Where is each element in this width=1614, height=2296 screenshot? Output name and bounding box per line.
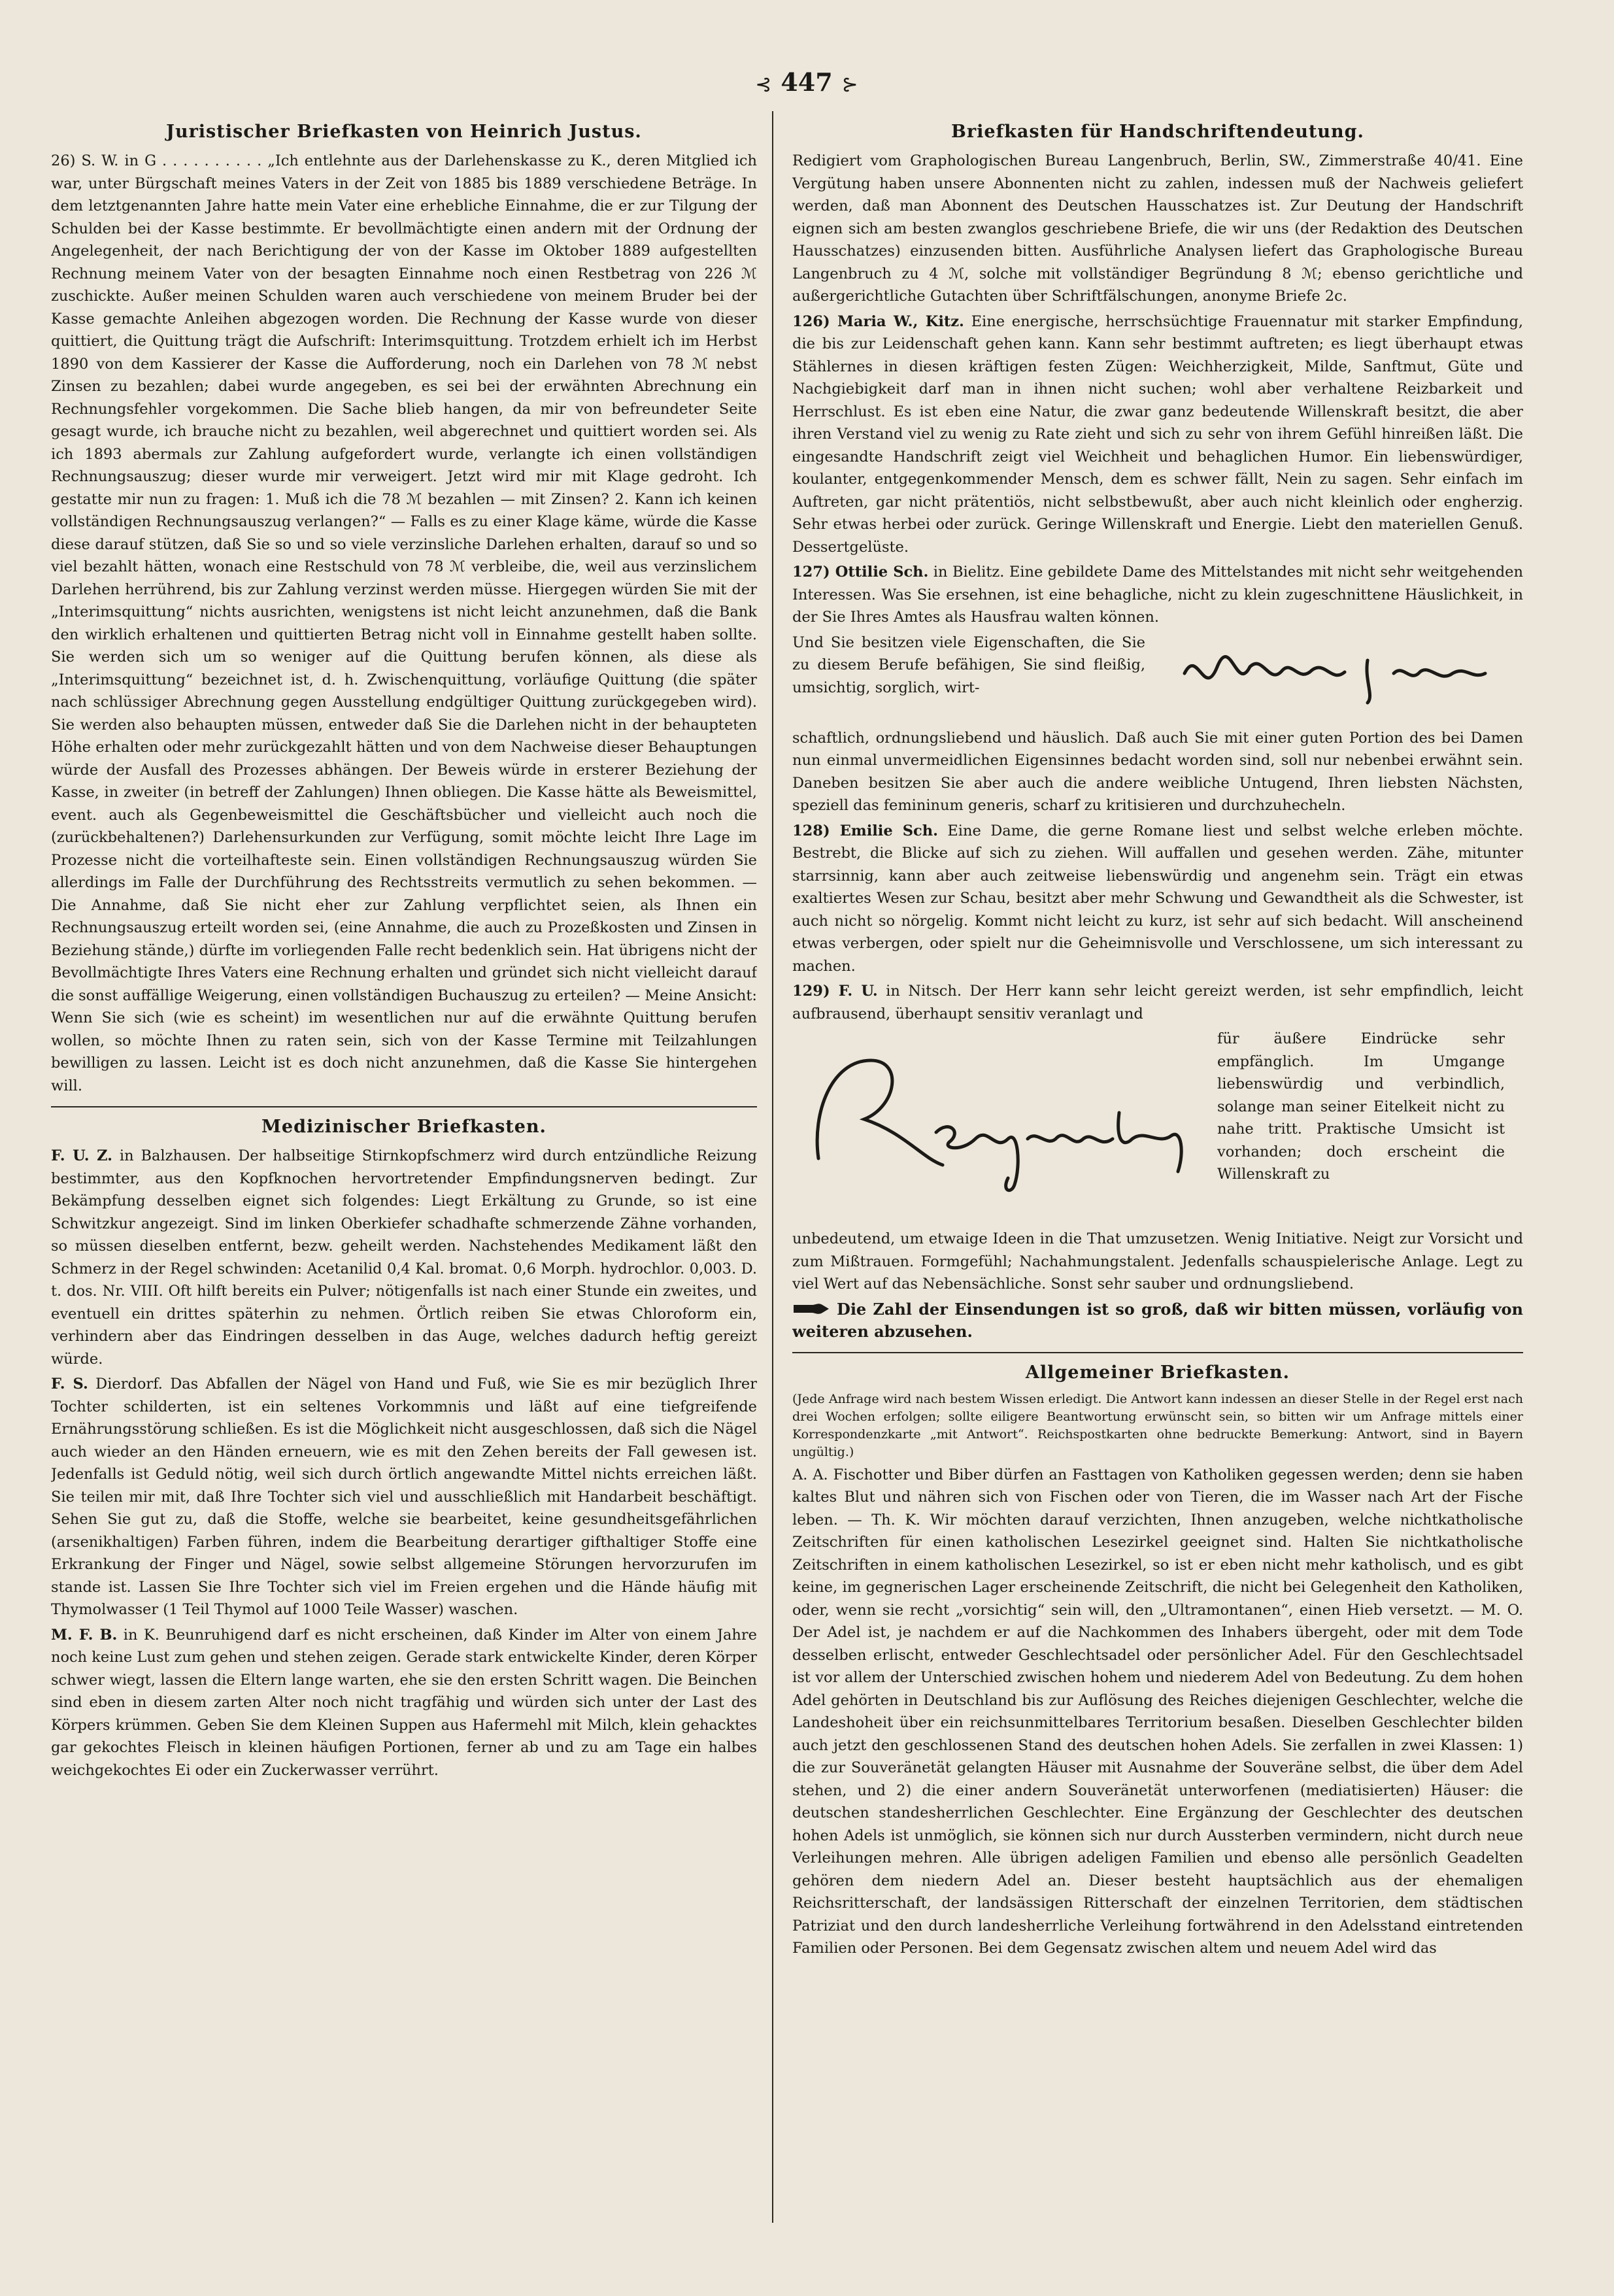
- entry-name: F. S.: [51, 1376, 88, 1393]
- section-divider: [792, 1352, 1523, 1353]
- entry-text: Dierdorf. Das Abfallen der Nägel von Hand und Fuß, wie Sie es mir bezüglich Ihrer Tochter schilderten, ist ein seltenes Vorkommnis und läßt auf eine tiefgreifende Ernährungsstörung schließen. Es ist die Möglichkeit nicht ausgeschlossen, daß sich die Nägel auch wieder an den Händen erneuern, wie es mit den Zehen bereits der Fall gewesen ist. Jedenfalls ist Geduld nötig, weil sich durch örtlich angewandte Mittel nichts erreichen läßt. Sie teilen mir mit, daß Ihre Tochter sich viel und ausschließlich mit Handarbeit beschäftigt. Sehen Sie gut zu, daß die Stoffe, welche sie bearbeitet, keine gesundheitsgefährlichen (arsenikhaltigen) Farben führen, indem die Bearbeitung derartiger gifthaltiger Stoffe eine Erkrankung der Finger und Nägel, sowie selbst allgemeine Störungen hervorzurufen im stande ist. Lassen Sie Ihre Tochter sich viel im Freien ergehen und die Hände häufig mit Thymolwasser (1 Teil Thymol auf 1000 Teile Wasser) waschen.: [51, 1376, 757, 1618]
- signature-text: Wunsch, die: [1310, 703, 1360, 713]
- notice-text: Die Zahl der Einsendungen ist so groß, daß wir bitten müssen, vorläufig von weiteren abzusehen.: [792, 1299, 1523, 1341]
- entry-name: 129) F. U.: [792, 983, 878, 1000]
- pointing-hand-icon: [792, 1301, 830, 1317]
- med-section-title: Medizinischer Briefkasten.: [261, 1117, 546, 1137]
- entry-text: unbedeutend, um etwaige Ideen in die That umzusetzen. Wenig Initiative. Neigt zur Vorsicht und zum Mißtrauen. Formgefühl; Nachahmungstalent. Jedenfalls schauspielerische Anlage. Legt zu viel Wert auf das Nebensächliche. Sonst sehr sauber und ordnungsliebend.: [792, 1230, 1523, 1292]
- submission-notice: [792, 1298, 1523, 1343]
- page-number-text: 447: [781, 67, 833, 97]
- entry-text: in Nitsch. Der Herr kann sehr leicht gereizt werden, ist sehr empfindlich, leicht aufbrausend, überhaupt sensitiv veranlagt und: [792, 983, 1523, 1022]
- entry-text: in K. Beunruhigend darf es nicht erscheinen, daß Kinder im Alter von einem Jahre noch keine Lust zum gehen und stehen zeigen. Gerade stark entwickelte Kinder, deren Körper schwer wiegt, lassen die Eltern lange warten, ehe sie den ersten Schritt wagen. Die Beinchen sind eben in diesem zarten Alter noch nicht tragfähig und würden sich unter der Last des Körpers krümmen. Geben Sie dem Kleinen Suppen aus Hafermehl mit Milch, klein gehacktes gar gekochtes Fleisch in kleinen häufigen Portionen, ferner ab und zu am Tage ein halbes weichgekochtes Ei oder ein Zuckerwasser verrührt.: [51, 1626, 757, 1779]
- handwriting-section-title: Briefkasten für Handschriftendeutung.: [951, 122, 1364, 142]
- section-divider: [51, 1106, 757, 1107]
- entry-text: Eine energische, herrschsüchtige Frauennatur mit starker Empfindung, die bis zur Leidenschaft gehen kann. Kann sehr bestimmt auftreten; es liegt überhaupt etwas Stählernes in diesen kräftigen festen Zügen: Weichherzigkeit, Milde, Sanftmut, Güte und Nachgiebigkeit darf man in ihnen nicht suchen; wohl aber verhaltene Reizbarkeit und Herrschlust. Es ist eben eine Natur, die zwar ganz bedeutende Willenskraft besitzt, die aber ihren Verstand viel zu wenig zu Rate zieht und sich zu sehr von ihrem Gefühl hinreißen läßt. Die eingesandte Handschrift zeigt viel Weichheit und behaglichen Humor. Ein liebenswürdiger, koulanter, entgegenkommender Mensch, dem es schwer fällt, Nein zu sagen. Sehr einfach im Auftreten, gar nicht prätentiös, nicht selbstbewußt, aber auch nicht kleinlich oder engherzig. Sehr etwas herbei oder zurück. Geringe Willenskraft und Energie. Liebt den materiellen Genuß. Dessertgelüste.: [792, 312, 1523, 556]
- signature-text: Regensburg: [964, 1194, 1013, 1203]
- entry-text: in Balzhausen. Der halbseitige Stirnkopfschmerz wird durch entzündliche Reizung bestimmter, aus den Kopfknochen hervortretender Empfindungsnerven bedingt. Zur Bekämpfung desselben eignet sich folgendes: Liegt Erkältung zu Grunde, so ist eine Schwitzkur angezeigt. Sind im linken Oberkiefer schadhafte schmerzende Zähne vorhanden, so müssen dieselben entfernt, bezw. geheilt werden. Nachstehendes Medikament läßt den Schmerz in der Regel schwinden: Acetanilid 0,4 Kal. bromat. 0,6 Morph. hydrochlor. 0,003. D. t. dos. Nr. VIII. Oft hilft bereits ein Pulver; nötigenfalls ist nach einer Stunde ein zweites, und eventuell ein drittes späterhin zu nehmen. Örtlich reiben Sie etwas Chloroform ein, verhindern aber das Eindringen desselben in das Auge, welches dadurch heftig gereizt würde.: [51, 1147, 757, 1368]
- ornament-left-icon: ⊰: [755, 73, 772, 96]
- handwriting-entry-127: [792, 561, 1523, 629]
- general-section-title: Allgemeiner Briefkasten.: [1025, 1362, 1290, 1383]
- column-divider: [772, 111, 773, 2223]
- handwriting-entry-128: [792, 820, 1523, 978]
- entry-name: F. U. Z.: [51, 1147, 112, 1164]
- med-entry: [51, 1145, 757, 1370]
- entry-text: in Bielitz. Eine gebildete Dame des Mittelstandes mit nicht sehr weitgehenden Interessen. Was Sie ersehnen, ist eine behagliche, nicht zu klein zugeschnittene Häuslichkeit, in der Sie Ihres Amtes als Hausfrau walten können.: [792, 564, 1523, 626]
- entry-name: 127) Ottilie Sch.: [792, 564, 929, 581]
- page-number: [709, 63, 905, 102]
- handwriting-intro: Redigiert vom Graphologischen Bureau Langenbruch, Berlin, SW., Zimmerstraße 40/41. Eine Vergütung haben unsere Abonnenten nicht zu zahlen, indessen muß der Nachweis geliefert werden, daß man Abonnent des Deutschen Hausschatzes ist. Zur Deutung der Handschrift eignen sich am besten zwanglos geschriebene Briefe, die wir uns (der Redaktion des Deutschen Hausschatzes) einzusenden bitten. Ausführliche Analysen liefert das Graphologische Bureau Langenbruch zu 4 ℳ, solche mit vollständiger Begründung 8 ℳ; ebenso gerichtliche und außergerichtliche Gutachten über Schriftfälschungen, anonyme Briefe 2c.: [792, 152, 1523, 305]
- right-column: [792, 118, 1523, 2220]
- med-entry: [51, 1373, 757, 1621]
- handwriting-entry-126: [792, 311, 1523, 559]
- entry-text: für äußere Eindrücke sehr empfänglich. Im Umgange liebenswürdig und verbindlich, solange man seiner Eitelkeit nicht zu nahe tritt. Praktische Umsicht ist vorhanden; doch erscheint die Willenskraft zu: [1217, 1030, 1505, 1183]
- med-entry: [51, 1624, 757, 1782]
- handwriting-sample-127: [1171, 634, 1498, 713]
- entry-text: Eine Dame, die gerne Romane liest und selbst welche erleben möchte. Bestrebt, die Blicke auf sich zu ziehen. Will auffallen und gesehen werden. Zähe, mitunter starrsinnig, kann aber auch zeitweise liebenswürdig und angenehm sein. Trägt ein etwas exaltiertes Wesen zur Schau, besitzt aber mehr Schwung und Gewandtheit als die Schwester, ist auch nicht so nörgelig. Kommt nicht leicht zu kurz, ist sehr auf sich bedacht. Will anscheinend etwas verbergen, oder spielt nur die Geheimnisvolle und Verschlossene, um sich interessant zu machen.: [792, 822, 1523, 975]
- jurist-section-title: Juristischer Briefkasten von Heinrich Justus.: [166, 122, 642, 142]
- handwriting-sample-129: [792, 1034, 1198, 1204]
- entry-name: M. F. B.: [51, 1626, 118, 1644]
- entry-text: schaftlich, ordnungsliebend und häuslich. Daß auch Sie mit einer guten Portion des bei Damen nun einmal unvermeidlichen Eigensinnes bedacht worden sind, soll nur nebenbei erwähnt sein. Daneben besitzen Sie aber auch die andere weibliche Untugend, Ihren liebsten Nächsten, speziell das femininum generis, scharf zu kritisieren und durchzuhecheln.: [792, 729, 1523, 814]
- entry-name: 126) Maria W., Kitz.: [792, 312, 964, 330]
- entry-text: Und Sie besitzen viele Eigenschaften, die Sie zu diesem Berufe befähigen, Sie sind fleißig, umsichtig, sorglich, wirt-: [792, 633, 1145, 696]
- general-section-text: A. A. Fischotter und Biber dürfen an Fasttagen von Katholiken gegessen werden; denn sie haben kaltes Blut und nähren sich von Fischen oder von Tieren, die im Wasser nach Art der Fische leben. — Th. K. Wir möchten darauf verzichten, Ihnen anzugeben, welche nichtkatholische Zeitschriften für einen katholischen Lesezirkel geeignet sind. Halten Sie nichtkatholische Zeitschriften in einem katholischen Lesezirkel, so ist er eben nicht mehr katholisch, und es gibt keine, im gegnerischen Lager erscheinende Zeitschrift, die nicht bei Gelegenheit den Katholiken, oder, wenn sie recht „vorsichtig“ sein will, den „Ultramontanen“, einen Hieb versetzt. — M. O. Der Adel ist, je nachdem er auf die Nachkommen des Inhabers übergeht, oder mit dem Tode desselben erlischt, entweder Geschlechtsadel oder persönlicher Adel. Für den Geschlechtsadel ist vor allem der Unterschied zwischen hohem und niederem Adel von Bedeutung. Zu dem hohen Adel gehörten in Deutschland bis zur Auflösung des Reiches diejenigen Geschlechter, welche die Landeshoheit über ein reichsunmittelbares Territorium besaßen. Dieselben Geschlechter bilden auch jetzt den geschlossenen Stand des deutschen hohen Adels. Sie zerfallen in zwei Klassen: 1) die zur Souveränetät gelangten Häuser mit Ausnahme der Souveräne selbst, die über dem Adel stehen, und 2) die einer andern Souveränetät unterworfenen (mediatisierten) Häuser: die deutschen standesherrlichen Geschlechter. Eine Ergänzung der Geschlechter des deutschen hohen Adels ist unmöglich, sie können sich nur durch Aussterben vermindern, nicht durch neue Verleihungen mehren. Alle übrigen adeligen Familien und ebenso alle persönlich Geadelten gehören dem niedern Adel an. Dieser besteht hauptsächlich aus der ehemaligen Reichsritterschaft, der landsässigen Ritterschaft der einzelnen Territorien, dem städtischen Patriziat und den durch landesherrliche Verleihung fortwährend in den Adelsstand eintretenden Familien oder Personen. Bei dem Gegensatz zwischen altem und neuem Adel wird das: [792, 1466, 1523, 1957]
- ornament-right-icon: ⊱: [841, 73, 858, 96]
- jurist-entry: 26) S. W. in G . . . . . . . . . . „Ich entlehnte aus der Darlehenskasse zu K., deren Mitglied ich war, unter Bürgschaft meines Vaters in der Zeit von 1885 bis 1889 verschiedene Beträge. In dem letztgenannten Jahre hatte mein Vater eine erhebliche Einnahme, die er zur Tilgung der Schulden bei der Kasse bestimmte. Er bevollmächtigte einen andern mit der Ordnung der Angelegenheit, der nach Berichtigung der von der Kasse im Oktober 1889 aufgestellten Rechnung meinem Vater von der besagten Einnahme noch einen Restbetrag von 226 ℳ zuschickte. Außer meinen Schulden waren auch verschiedene von meinem Bruder bei der Kasse gemachte Anleihen abgezogen worden. Die Rechnung der Kasse wurde von dieser quittiert, die Quittung trägt die Aufschrift: Interimsquittung. Trotzdem erhielt ich im Herbst 1890 von dem Kassierer der Kasse die Aufforderung, noch ein Darlehen von 78 ℳ nebst Zinsen zu bezahlen; dabei wurde angegeben, es sei bei der erwähnten Abrechnung ein Rechnungsfehler vorgekommen. Die Sache blieb hangen, da mir von befreundeter Seite gesagt wurde, ich brauche nicht zu bezahlen, weil abgerechnet und quittiert worden sei. Als ich 1893 abermals zur Zahlung aufgefordert wurde, verlangte ich einen vollständigen Rechnungsauszug; dieser wurde mir verweigert. Jetzt wird mir mit Klage gedroht. Ich gestatte mir nun zu fragen: 1. Muß ich die 78 ℳ bezahlen — mit Zinsen? 2. Kann ich keinen vollständigen Rechnungsauszug verlangen?“ — Falls es zu einer Klage käme, würde die Kasse diese darauf stützen, daß Sie so und so viele verzinsliche Darlehen erhalten, darauf so und so viel bezahlt hätten, wonach eine Restschuld von 78 ℳ verbleibe, die, weil aus verzinslichem Darlehen herrührend, bis zur Zahlung verzinst werden müsse. Hiergegen würden Sie mit der „Interimsquittung“ nichts ausrichten, wenigstens ist nicht leicht anzunehmen, daß die Bank den wirklich erhaltenen und quittierten Betrag nicht voll in Einnahme gestellt haben sollte. Sie werden sich um so weniger auf die Quittung berufen können, als diese als „Interimsquittung“ bezeichnet ist, d. h. Zwischenquittung, vorläufige Quittung (die später nach schlüssiger Abrechnung gegen Ausstellung endgültiger Quittung zurückgegeben wird). Sie werden also behaupten müssen, entweder daß Sie die Darlehen nicht in der behaupteten Höhe erhalten oder mehr zurückgezahlt hätten und von dem Nachweise dieser Behauptungen würde der Ausfall des Prozesses abhängen. Der Beweis würde in ersterer Beziehung der Kasse, in zweiter (in betreff der Zahlungen) Ihnen obliegen. Die Kasse hätte als Beweismittel, event. auch als Gegenbeweismittel die Geschäftsbücher und vielleicht auch noch die (zurückbehaltenen?) Darlehensurkunden zur Verfügung, somit möchte leicht Ihre Lage im Prozesse nicht die vorteilhafteste sein. Einen vollständigen Rechnungsauszug würden Sie allerdings im Falle der Durchführung des Rechtsstreits vermutlich zu sehen bekommen. — Die Annahme, daß Sie nicht eher zur Zahlung verpflichtet seien, als Ihnen ein Rechnungsauszug erteilt worden sei, (eine Annahme, die auch zu Prozeßkosten und Zinsen in Beziehung stände,) dürfte im vorliegenden Falle recht bedenklich sein. Hat übrigens nicht der Bevollmächtigte Ihres Vaters eine Rechnung erhalten und gründet sich nicht vielleicht darauf die sonst auffällige Weigerung, einen vollständigen Buchauszug zu erteilen? — Meine Ansicht: Wenn Sie sich (wie es scheint) im wesentlichen nur auf die erwähnte Quittung berufen wollen, so möchte Ihnen zu raten sein, sich von der Kasse Termine mit Teilzahlungen bewilligen zu lassen. Leicht ist es doch nicht anzunehmen, daß die Kasse Sie hintergehen will.: [51, 152, 757, 1094]
- entry-name: 128) Emilie Sch.: [792, 822, 938, 839]
- left-column: [51, 118, 757, 2220]
- handwriting-entry-129: [792, 980, 1523, 1025]
- signature-block-127: [792, 632, 1523, 723]
- general-section-note: (Jede Anfrage wird nach bestem Wissen erledigt. Die Antwort kann indessen an dieser Stelle in der Regel erst nach drei Wochen erfolgen; sollte eiligere Beantwortung erwünscht sein, so bitten wir um Anfrage mittels einer Korrespondenzkarte „mit Antwort“. Reichspostkarten ohne bedruckte Bemerkung: Antwort, sind in Bayern ungültig.): [792, 1391, 1523, 1459]
- signature-block-129: [792, 1028, 1523, 1224]
